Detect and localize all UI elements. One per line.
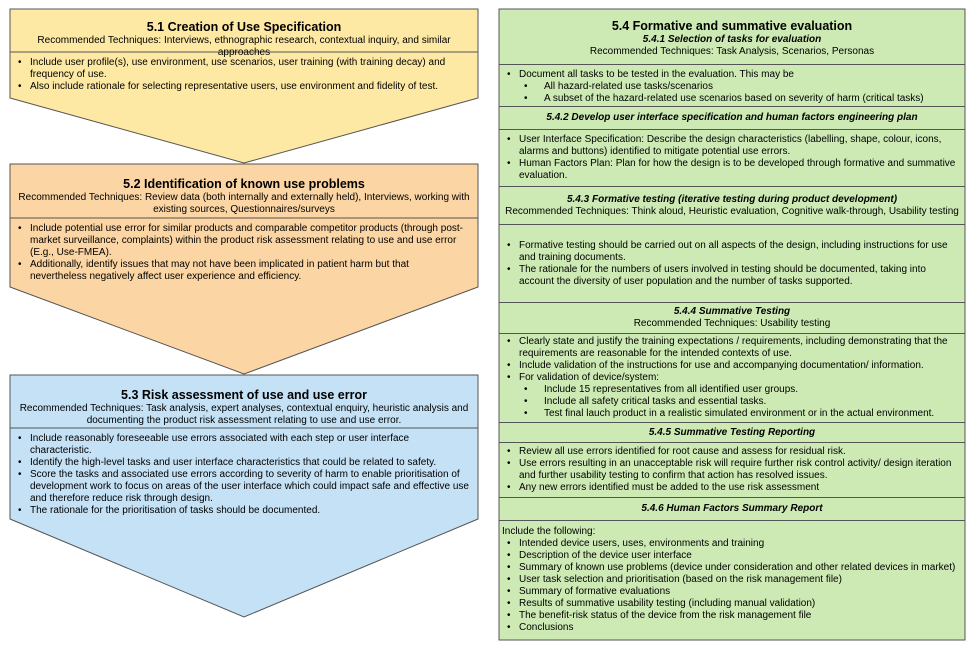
section-5-2-bullets xyxy=(10,223,468,283)
section-5-4-3-techniques: Recommended Techniques: Think aloud, Heuristic evaluation, Cognitive walk-through, Usability testing xyxy=(505,206,959,217)
list-item: • Summary of known use problems (device under consideration and other related devices in market) xyxy=(499,562,961,574)
list-item: • Human Factors Plan: Plan for how the design is to be developed through formative and summative evaluation. xyxy=(499,158,961,182)
list-item: • Review all use errors identified for root cause and assess for residual risk. xyxy=(499,446,961,458)
list-item: • Description of the device user interface xyxy=(499,550,961,562)
list-item: • The benefit-risk status of the device from the risk management file xyxy=(499,610,961,622)
list-item: • Include potential use error for similar products and comparable competitor products (through post-market surveillance, complaints) within the product risk assessment relating to use and use error (E.g., Use-FMEA). xyxy=(10,223,468,259)
section-5-4-3-header xyxy=(499,194,965,218)
list-item: • Include all safety critical tasks and essential tasks. xyxy=(499,396,961,408)
section-5-4-4-techniques: Recommended Techniques: Usability testing xyxy=(633,318,831,329)
list-item: • Conclusions xyxy=(499,622,961,634)
list-item: • Any new errors identified must be added to the use risk assessment xyxy=(499,482,961,494)
list-item: • The rationale for the numbers of users involved in testing should be documented, taking into account the diversity of user population and the number of tasks supported. xyxy=(499,264,961,288)
section-5-2-techniques: Recommended Techniques: Review data (both internally and externally held), Interviews, working with existing sources, Questionnaires/surveys xyxy=(18,192,470,215)
section-5-3-title: 5.3 Risk assessment of use and use error xyxy=(121,388,367,402)
section-5-4-3-bullets xyxy=(499,240,961,288)
section-5-4-header xyxy=(499,19,965,58)
section-5-3-header xyxy=(10,388,478,427)
section-5-4-4-header xyxy=(499,306,965,330)
section-5-4-5-bullets xyxy=(499,446,961,494)
list-item: • Score the tasks and associated use errors according to severity of harm to enable prioritisation of development work to focus on areas of the user interface which could impact safe and effective use and therefore reduce risk through design. xyxy=(10,469,472,505)
section-5-1-techniques: Recommended Techniques: Interviews, ethnographic research, contextual inquiry, and similar approaches xyxy=(37,35,451,58)
list-item: • Results of summative usability testing (including manual validation) xyxy=(499,598,961,610)
list-item: • Also include rationale for selecting representative users, use environment and fidelity of test. xyxy=(10,81,468,93)
list-item: • Document all tasks to be tested in the evaluation. This may be xyxy=(499,69,961,81)
section-5-2-title: 5.2 Identification of known use problems xyxy=(123,177,365,191)
list-item: • Include 15 representatives from all identified user groups. xyxy=(499,384,961,396)
section-5-1-bullets xyxy=(10,57,468,93)
section-5-4-3-title: 5.4.3 Formative testing (iterative testing during product development) xyxy=(566,194,898,205)
list-item: • Use errors resulting in an unacceptable risk will require further risk control activity/ design iteration and further usability testing to confirm that action has resolved issues. xyxy=(499,458,961,482)
list-item: • Summary of formative evaluations xyxy=(499,586,961,598)
section-5-1-header xyxy=(10,20,478,59)
list-item: • Additionally, identify issues that may not have been implicated in patient harm but that nevertheless negatively affect user experience and efficiency. xyxy=(10,259,468,283)
list-item: • The rationale for the prioritisation of tasks should be documented. xyxy=(10,505,472,517)
section-5-4-4-title: 5.4.4 Summative Testing xyxy=(673,306,791,317)
list-item: • A subset of the hazard-related use scenarios based on severity of harm (critical tasks) xyxy=(499,93,961,105)
list-item: • Include validation of the instructions for use and accompanying documentation/ information. xyxy=(499,360,961,372)
section-5-4-6-title: 5.4.6 Human Factors Summary Report xyxy=(641,503,823,514)
section-5-4-1-bullets xyxy=(499,69,961,105)
section-5-2-header xyxy=(10,177,478,216)
section-5-4-1-title: 5.4.1 Selection of tasks for evaluation xyxy=(642,34,822,45)
section-5-4-4-bullets xyxy=(499,336,961,420)
list-item: • For validation of device/system: xyxy=(499,372,961,384)
section-5-4-2-bullets xyxy=(499,134,961,182)
section-5-4-5-title: 5.4.5 Summative Testing Reporting xyxy=(648,427,816,438)
section-5-4-2-title: 5.4.2 Develop user interface specification and human factors engineering plan xyxy=(546,112,918,123)
list-item: • Formative testing should be carried out on all aspects of the design, including instructions for use and training documents. xyxy=(499,240,961,264)
section-5-4-1-techniques: Recommended Techniques: Task Analysis, Scenarios, Personas xyxy=(589,46,875,57)
list-item: • User Interface Specification: Describe the design characteristics (labelling, shape, colour, icons, alarms and buttons) identified to mitigate potential use errors. xyxy=(499,134,961,158)
section-5-3-techniques: Recommended Techniques: Task analysis, expert analyses, contextual enquiry, heuristic analysis and documenting the product risk assessment relating to use and use error. xyxy=(19,403,469,426)
list-item: • Test final lauch product in a realistic simulated environment or in the actual environment. xyxy=(499,408,961,420)
list-item: • Clearly state and justify the training expectations / requirements, including demonstrating that the requirements are reasonable for the intended contexts of use. xyxy=(499,336,961,360)
section-5-1-title: 5.1 Creation of Use Specification xyxy=(146,20,342,34)
list-item: • Intended device users, uses, environments and training xyxy=(499,538,961,550)
list-item: • Include reasonably foreseeable use errors associated with each step or user interface characteristic. xyxy=(10,433,472,457)
list-item: • Include user profile(s), use environment, use scenarios, user training (with training decay) and frequency of use. xyxy=(10,57,468,81)
section-5-4-title: 5.4 Formative and summative evaluation xyxy=(611,19,853,33)
section-5-4-6-bullets xyxy=(499,538,961,634)
section-5-3-bullets xyxy=(10,433,472,517)
section-5-4-6-intro: Include the following: xyxy=(502,526,596,537)
list-item: • Identify the high-level tasks and user interface characteristics that could be related to safety. xyxy=(10,457,472,469)
list-item: • All hazard-related use tasks/scenarios xyxy=(499,81,961,93)
list-item: • User task selection and prioritisation (based on the risk management file) xyxy=(499,574,961,586)
